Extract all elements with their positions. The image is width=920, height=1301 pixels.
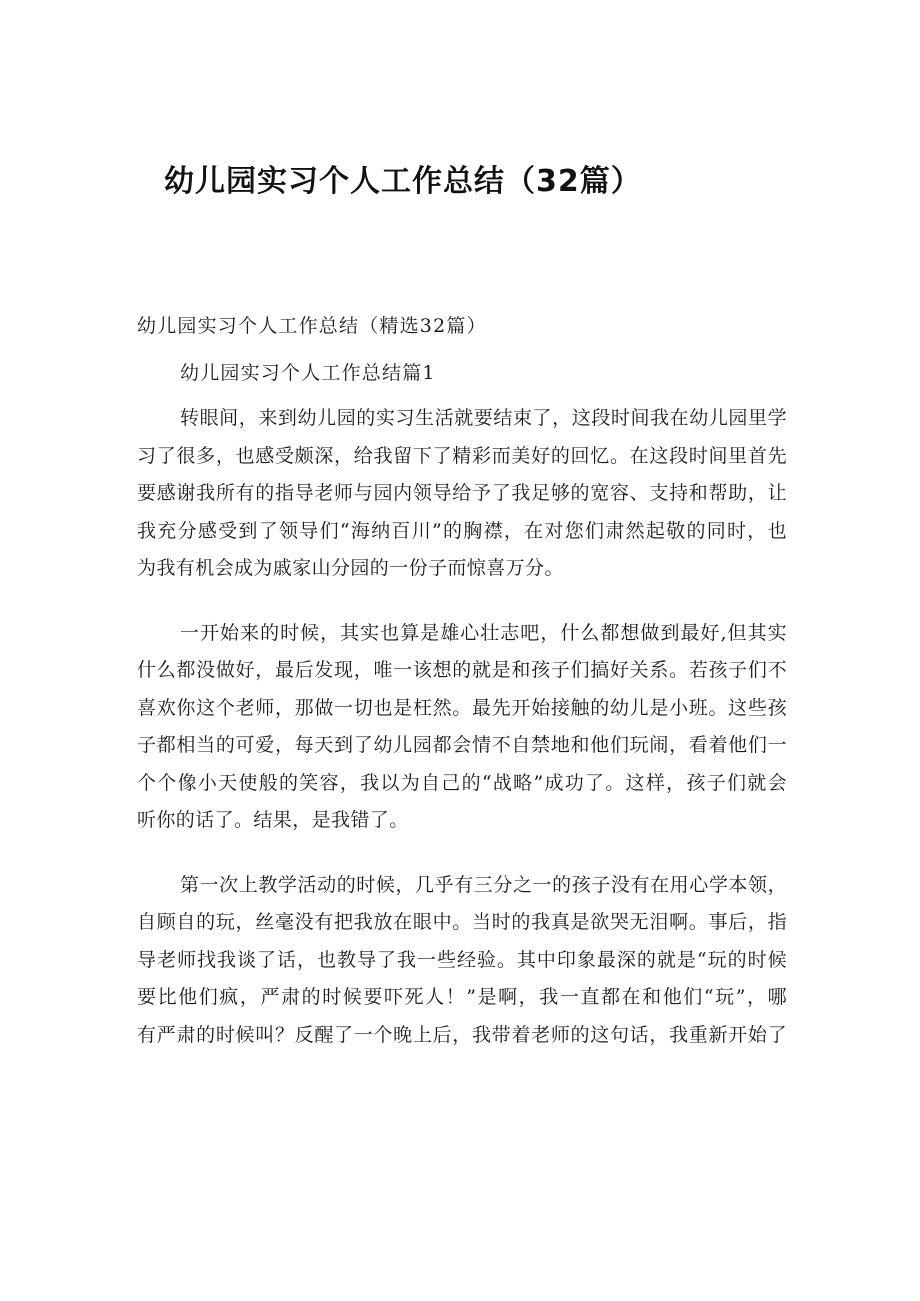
paragraph-line: 转眼间，来到幼儿园的实习生活就要结束了，这段时间我在幼儿园里学 — [180, 407, 787, 429]
paragraph-line: 为我有机会成为戚家山分园的一份子而惊喜万分。 — [137, 557, 564, 579]
document-subtitle: 幼儿园实习个人工作总结（精选32篇） — [137, 315, 487, 337]
paragraph-line: 要感谢我所有的指导老师与园内领导给予了我足够的宽容、支持和帮助，让 — [137, 482, 787, 504]
paragraph-line: 有严肃的时候叫？反醒了一个晚上后，我带着老师的这句话，我重新开始了 — [137, 1023, 787, 1046]
document-title: 幼儿园实习个人工作总结（32篇） — [164, 164, 642, 199]
paragraph-3 — [137, 867, 787, 1055]
paragraph-gap — [137, 840, 787, 867]
paragraph-line: 个个像小天使般的笑容，我以为自己的“战略”成功了。这样，孩子们就会 — [137, 771, 787, 794]
paragraph-line: 我充分感受到了领导们“海纳百川”的胸襟，在对您们肃然起敬的同时，也 — [137, 519, 787, 542]
paragraph-line: 喜欢你这个老师，那做一切也是枉然。最先开始接触的幼儿是小班。这些孩 — [137, 696, 787, 719]
paragraph-line: 什么都没做好，最后发现，唯一该想的就是和孩子们搞好关系。若孩子们不 — [137, 659, 787, 681]
paragraph-line: 自顾自的玩，丝毫没有把我放在眼中。当时的我真是欲哭无泪啊。事后，指 — [137, 911, 787, 933]
paragraph-2 — [137, 615, 787, 840]
paragraph-line: 一开始来的时候，其实也算是雄心壮志吧，什么都想做到最好,但其实 — [180, 621, 787, 644]
chapter-heading: 幼儿园实习个人工作总结篇1 — [180, 362, 436, 384]
paragraph-1 — [137, 400, 787, 588]
paragraph-line: 要比他们疯，严肃的时候要吓死人！”是啊，我一直都在和他们“玩”，哪 — [137, 986, 787, 1008]
paragraph-line: 习了很多，也感受颇深，给我留下了精彩而美好的回忆。在这段时间里首先 — [137, 444, 787, 467]
paragraph-line: 听你的话了。结果，是我错了。 — [137, 809, 409, 831]
paragraph-gap — [137, 588, 787, 615]
paragraph-line: 导老师找我谈了话，也教导了我一些经验。其中印象最深的就是“玩的时候 — [137, 948, 787, 971]
paragraph-line: 子都相当的可爱，每天到了幼儿园都会情不自禁地和他们玩闹，看着他们一 — [137, 734, 787, 756]
paragraph-line: 第一次上教学活动的时候，几乎有三分之一的孩子没有在用心学本领， — [180, 873, 787, 896]
body-text — [137, 400, 787, 1054]
